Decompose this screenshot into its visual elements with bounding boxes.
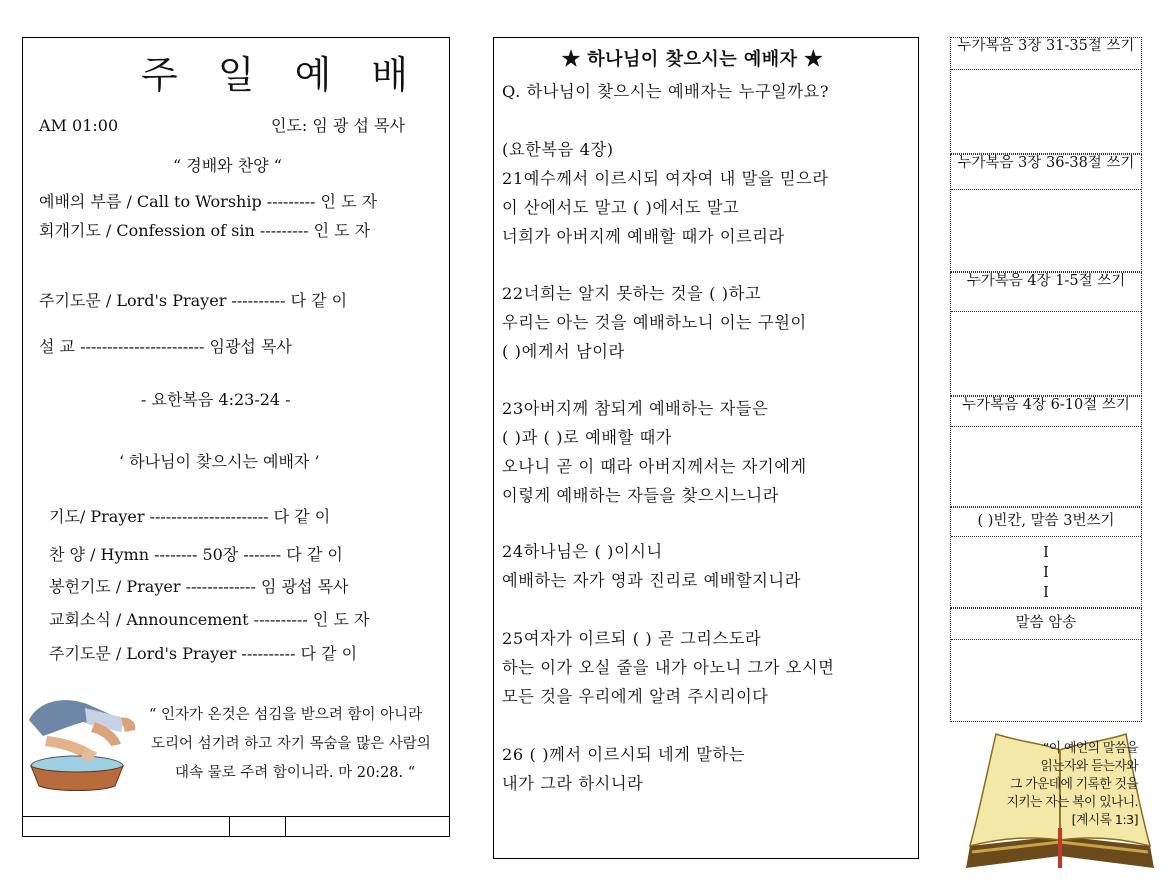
- memorization-label: 말씀 암송: [951, 609, 1141, 640]
- roman-mark: I: [1043, 585, 1049, 601]
- sermon-title: ‘ 하나님이 찾으시는 예배자 ’: [119, 452, 320, 471]
- footer-divider: [23, 816, 449, 817]
- verse-24-line-1: 24하나님은 ( )이시니: [502, 542, 663, 561]
- verse-25-line-3: 모든 것을 우리에게 알려 주시리이다: [502, 687, 769, 706]
- order-item-hymn: 찬 양 / Hymn -------- 50장 ------- 다 같 이: [49, 545, 343, 564]
- verse-line-3: 대속 물로 주려 함이니라. 마 20:28. “: [175, 765, 416, 781]
- verse-22-line-3: ( )에게서 남이라: [502, 342, 625, 361]
- verse-26-line-2: 내가 그라 하시니라: [502, 774, 644, 793]
- order-item-prayer: 기도/ Prayer ---------------------- 다 같 이: [49, 507, 331, 526]
- footer-cell-divider: [285, 816, 286, 836]
- verse-21-line-3: 너희가 아버지께 예배할 때가 이르리라: [502, 227, 785, 246]
- bible-verse-reference: [계시록 1:3]: [1071, 813, 1138, 828]
- verse-24-line-2: 예배하는 자가 영과 진리로 예배할지니라: [502, 571, 802, 590]
- verse-23-line-3: 오나니 곧 이 때라 아버지께서는 자기에게: [502, 457, 807, 476]
- order-item-call-to-worship: 예배의 부름 / Call to Worship --------- 인 도 자: [39, 192, 378, 211]
- writing-box-luke-3-36: [950, 154, 1142, 272]
- memorization-box: [950, 608, 1142, 722]
- verse-line-1: “ 인자가 온것은 섬김을 받으려 함이 아니라: [149, 707, 423, 723]
- foot-washing-illustration: [25, 692, 143, 792]
- bible-verse: [1000, 740, 1138, 830]
- verse-22-line-1: 22너희는 알지 못하는 것을 ( )하고: [502, 284, 762, 303]
- fill-blank-label: ( )빈칸, 말씀 3번쓰기: [951, 508, 1141, 537]
- verse-23-line-4: 이렇게 예배하는 자들을 찾으시느니라: [502, 486, 780, 505]
- fill-blank-box: [950, 507, 1142, 608]
- verse-21-line-1: 21예수께서 이르시되 여자여 내 말을 믿으라: [502, 169, 829, 188]
- verse-21-line-2: 이 산에서도 말고 ( )에서도 말고: [502, 198, 740, 217]
- verse-23-line-2: ( )과 ( )로 예배할 때가: [502, 428, 673, 447]
- verse-25-line-1: 25여자가 이르되 ( ) 곧 그리스도라: [502, 629, 762, 648]
- worship-order-panel: [22, 37, 450, 837]
- bible-verse-line: 읽는자와 듣는자와: [1040, 759, 1138, 774]
- writing-box-luke-4-1: [950, 272, 1142, 396]
- roman-marks: [951, 537, 1141, 603]
- service-leader: 인도: 임 광 섭 목사: [271, 116, 405, 135]
- sermon-scripture: - 요한복음 4:23-24 -: [141, 390, 291, 409]
- verse-26-line-1: 26 ( )께서 이르시되 네게 말하는: [502, 745, 745, 764]
- writing-box-label: 누가복음 3장 36-38절 쓰기: [951, 155, 1141, 190]
- order-item-offering: 봉헌기도 / Prayer ------------- 임 광섭 목사: [49, 577, 349, 596]
- order-item-announcement: 교회소식 / Announcement ---------- 인 도 자: [49, 610, 370, 629]
- verse-25-line-2: 하는 이가 오실 줄을 내가 아노니 그가 오시면: [502, 658, 835, 677]
- order-item-lords-prayer: 주기도문 / Lord's Prayer ---------- 다 같 이: [39, 291, 348, 310]
- bible-verse-line: 그 가운데에 기록한 것을: [1009, 777, 1138, 792]
- order-item-sermon: 설 교 ----------------------- 임광섭 목사: [39, 337, 292, 356]
- roman-mark: I: [1043, 565, 1049, 581]
- worksheet-panel: [493, 37, 919, 859]
- writing-box-label: 누가복음 3장 31-35절 쓰기: [951, 38, 1141, 70]
- scripture-chapter: (요한복음 4장): [502, 140, 614, 159]
- worksheet-header: ★ 하나님이 찾으시는 예배자 ★: [562, 49, 823, 70]
- bible-verse-line: “이 예언의 말씀을: [1042, 741, 1138, 756]
- verse-22-line-2: 우리는 아는 것을 예배하노니 이는 구원이: [502, 313, 807, 332]
- order-item-lords-prayer-2: 주기도문 / Lord's Prayer ---------- 다 같 이: [49, 644, 358, 663]
- verse-line-2: 도리어 섬기려 하고 자기 목숨을 많은 사람의: [151, 736, 431, 752]
- worksheet-question: Q. 하나님이 찾으시는 예배자는 누구일까요?: [502, 82, 830, 101]
- roman-mark: I: [1043, 545, 1049, 561]
- service-time: AM 01:00: [39, 116, 119, 135]
- footer-cell-divider: [229, 816, 230, 836]
- section-heading: “ 경배와 찬양 “: [173, 156, 282, 175]
- page-title: 주 일 예 배: [141, 53, 423, 97]
- writing-box-luke-4-6: [950, 396, 1142, 507]
- verse-23-line-1: 23아버지께 참되게 예배하는 자들은: [502, 399, 769, 418]
- order-item-confession: 회개기도 / Confession of sin --------- 인 도 자: [39, 221, 371, 240]
- bible-verse-line: 지키는 자는 복이 있나니.: [1006, 795, 1138, 810]
- writing-box-luke-3-31: [950, 37, 1142, 154]
- writing-box-label: 누가복음 4장 6-10절 쓰기: [951, 397, 1141, 427]
- writing-box-label: 누가복음 4장 1-5절 쓰기: [951, 273, 1141, 312]
